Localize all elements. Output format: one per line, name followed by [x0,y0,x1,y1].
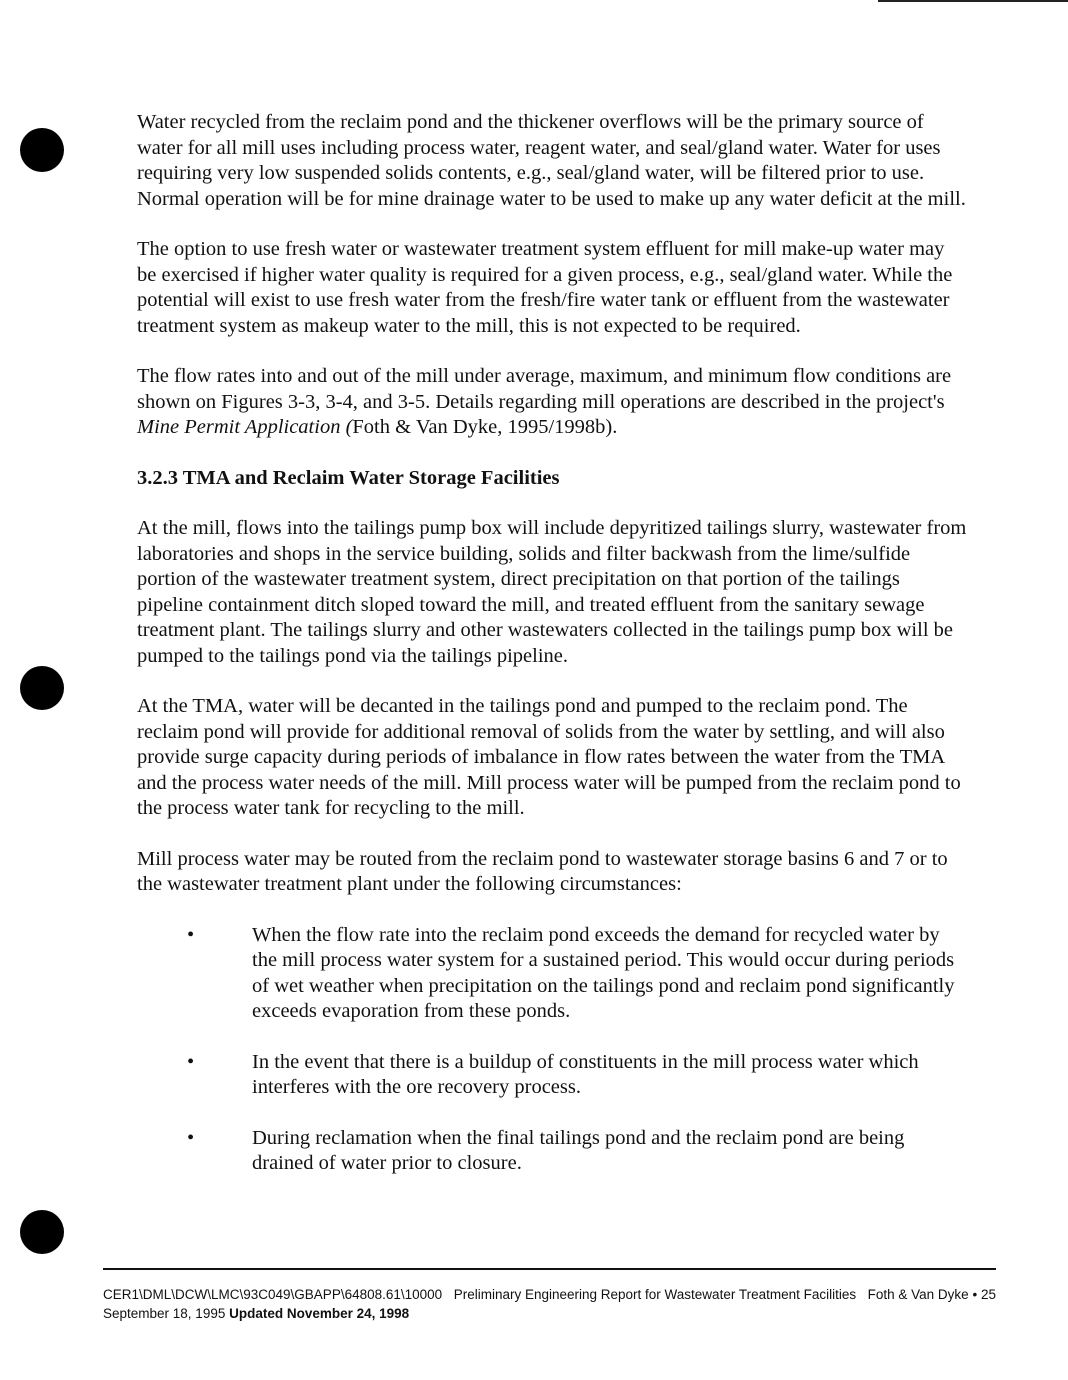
footer-divider [103,1268,996,1270]
bullet-icon: • [187,1126,195,1149]
section-heading: 3.2.3 TMA and Reclaim Water Storage Facilities [137,466,560,489]
paragraph-recycled-water: Water recycled from the reclaim pond and the thickener overflows will be the primary source of water for all mill uses including process water, reagent water, and seal/gland water. Water for uses requiring very low suspended solids contents, e.g., seal/gland water, will be filtered prior to use. Normal operation will be for mine drainage water to be used to make up any water deficit at the mill. [137,111,966,210]
footer-file-path: CER1\DML\DCW\LMC\93C049\GBAPP\64808.61\10000 [103,1287,443,1302]
list-item-text: When the flow rate into the reclaim pond exceeds the demand for recycled water by the mill process water system for a sustained period. This would occur during periods of wet weather when precipitation on the tailings pond and reclaim pond significantly exceeds evaporation from these ponds. [252,923,955,1022]
footer-company: Foth & Van Dyke [867,1287,969,1302]
paragraph-tailings-pump-box: At the mill, flows into the tailings pump box will include depyritized tailings slurry, wastewater from laboratories and shops in the service building, solids and filter backwash from the lime/sulfide portion of the wastewater treatment system, direct precipitation on that portion of the tailings pipeline containment ditch sloped toward the mill, and treated effluent from the sanitary sewage treatment plant. The tailings slurry and other wastewaters collected in the tailings pump box will be pumped to the tailings pond via the tailings pipeline. [137,517,967,667]
page-number: 25 [980,1287,996,1302]
top-edge-rule [878,0,1068,2]
footer-report-title: Preliminary Engineering Report for Wastewater Treatment Facilities [453,1287,857,1302]
paragraph-flow-rates [137,364,967,441]
list-item [137,923,967,1025]
list-item-text: During reclamation when the final tailings pond and the reclaim pond are being drained of water prior to closure. [252,1126,905,1174]
paragraph-tma-decant: At the TMA, water will be decanted in the tailings pond and pumped to the reclaim pond. The reclaim pond will provide for additional removal of solids from the water by settling, and will also provide surge capacity during periods of imbalance in flow rates between the water from the TMA and the process water needs of the mill. Mill process water will be pumped from the reclaim pond to the process water tank for recycling to the mill. [137,695,961,819]
paragraph-fresh-water-option: The option to use fresh water or wastewater treatment system effluent for mill make-up water may be exercised if higher water quality is required for a given process, e.g., seal/gland water. While the potential will exist to use fresh water from the fresh/fire water tank or effluent from the wastewater treatment system as makeup water to the mill, this is not expected to be required. [137,238,953,337]
list-item [137,1126,967,1177]
bullet-icon: • [187,923,195,946]
page-body [137,110,967,1202]
flow-rates-text: The flow rates into and out of the mill under average, maximum, and minimum flow conditions are shown on Figures 3-3, 3-4, and 3-5. Details regarding mill operations are described in the project's [137,365,952,413]
list-item [137,1050,967,1101]
binder-hole-icon [20,666,64,710]
permit-application-title: Mine Permit Application ( [137,416,353,438]
binder-hole-icon [20,128,64,172]
footer-company-page [868,1285,996,1304]
paragraph-routing-circumstances: Mill process water may be routed from the reclaim pond to wastewater storage basins 6 and 7 or to the wastewater treatment plant under the following circumstances: [137,847,948,895]
footer-date: September 18, 1995 [103,1306,226,1321]
page-footer [103,1285,996,1323]
circumstances-list [137,923,967,1177]
binder-hole-icon [20,1210,64,1254]
footer-updated-date: Updated November 24, 1998 [229,1306,410,1321]
list-item-text: In the event that there is a buildup of constituents in the mill process water which interferes with the ore recovery process. [252,1050,919,1098]
bullet-icon: • [187,1050,195,1073]
flow-rates-citation: Foth & Van Dyke, 1995/1998b). [352,416,618,438]
footer-separator: • [972,1287,978,1302]
